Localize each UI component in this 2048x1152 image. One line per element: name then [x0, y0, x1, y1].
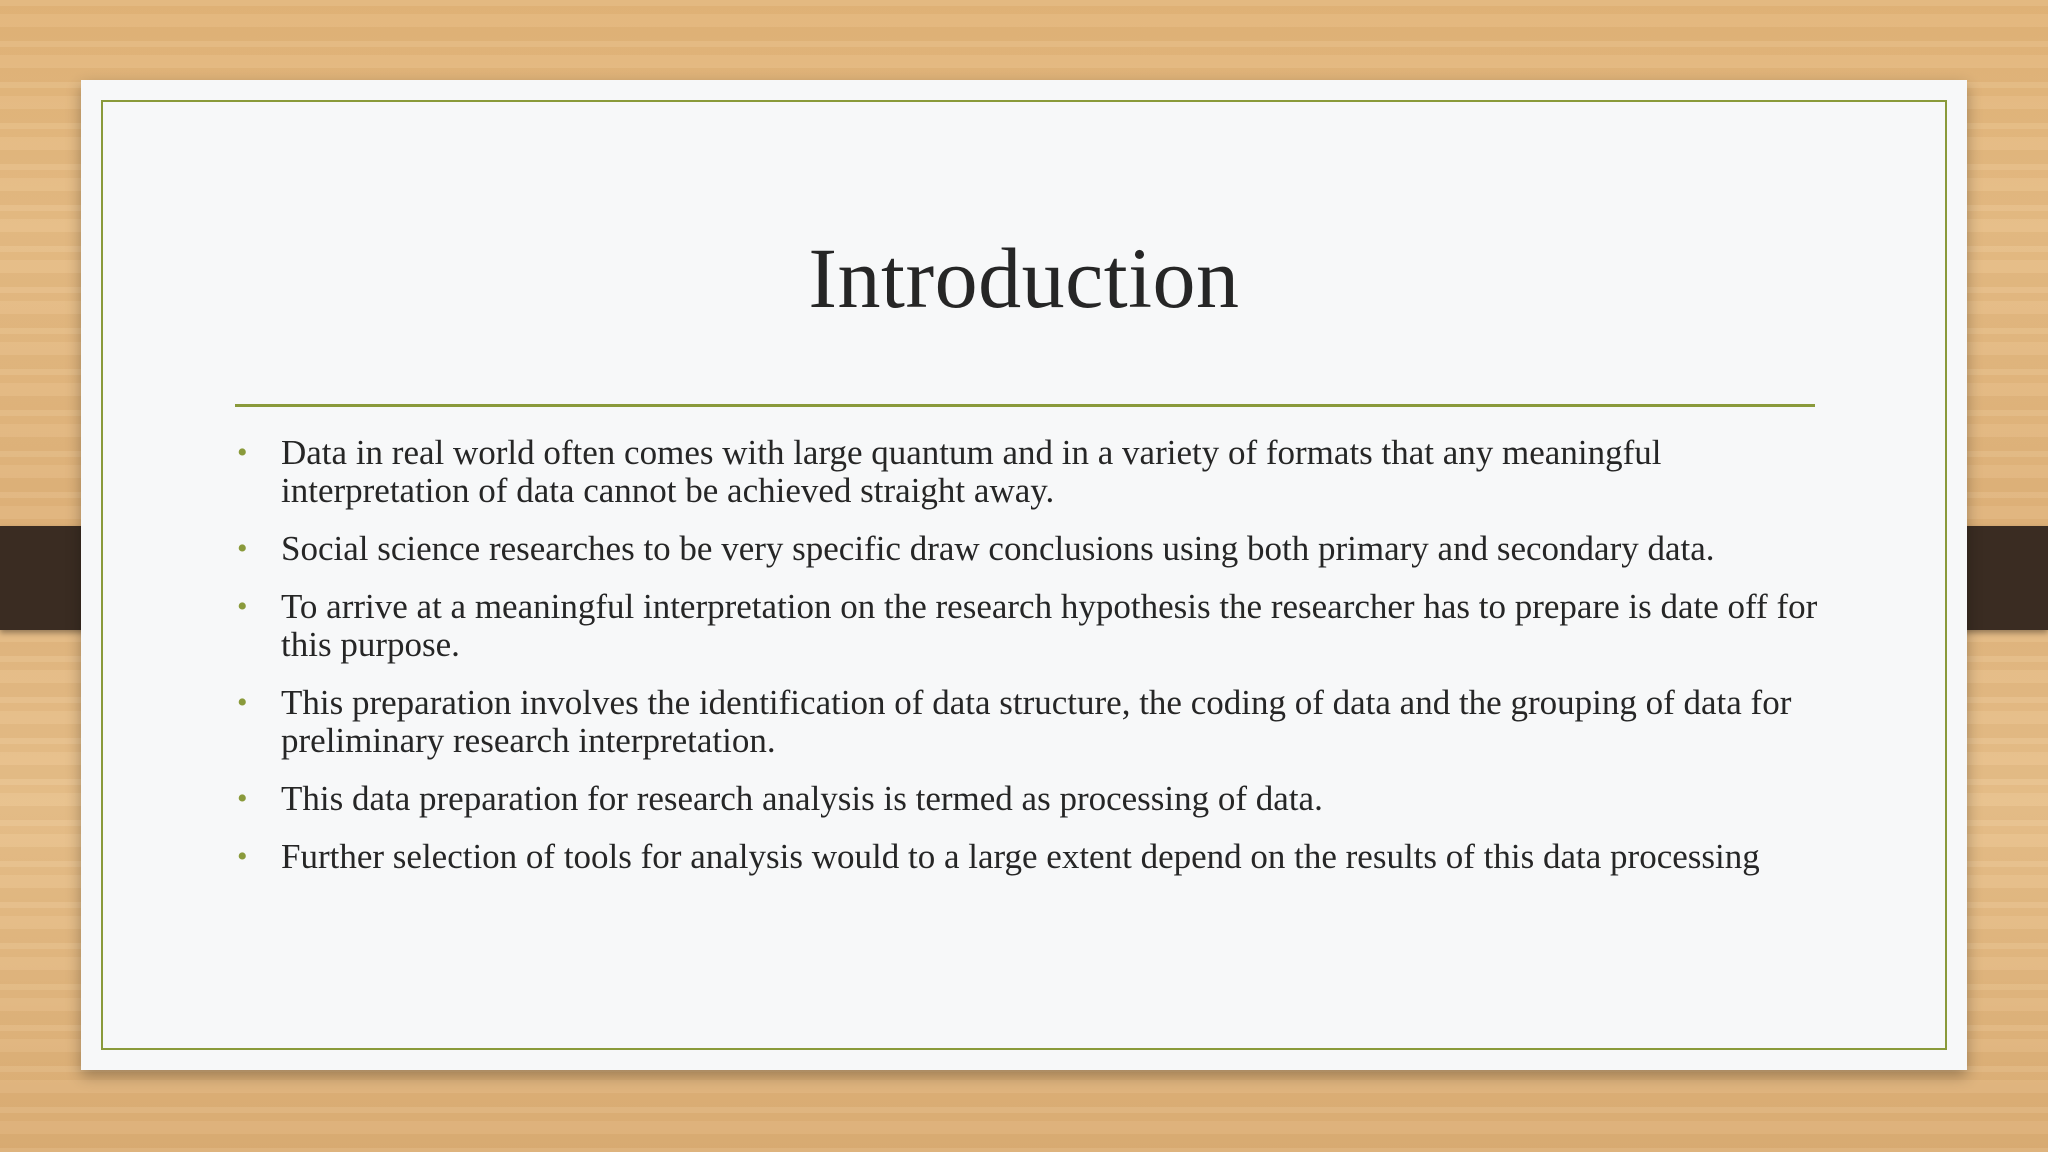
bullet-text: Data in real world often comes with large quantum and in a variety of formats that any meaningful interpretation of data cannot be achieved straight away. — [281, 433, 1662, 510]
bullet-text: This preparation involves the identification of data structure, the coding of data and the grouping of data for preliminary research interpretation. — [281, 683, 1792, 760]
bullet-item — [235, 530, 1835, 568]
bullet-item — [235, 684, 1835, 760]
bullet-icon: • — [237, 532, 248, 565]
slide — [81, 80, 1967, 1070]
title-divider — [235, 404, 1815, 407]
bullet-icon: • — [237, 686, 248, 719]
bullet-text: To arrive at a meaningful interpretation on the research hypothesis the researcher has to prepare is date off for this purpose. — [281, 587, 1818, 664]
bullet-list — [235, 434, 1835, 896]
bullet-icon: • — [237, 436, 248, 469]
slide-title: Introduction — [808, 230, 1240, 326]
bullet-text: This data preparation for research analysis is termed as processing of data. — [281, 779, 1323, 818]
bullet-item — [235, 588, 1835, 664]
bullet-icon: • — [237, 782, 248, 815]
bullet-icon: • — [237, 840, 248, 873]
bullet-text: Social science researches to be very specific draw conclusions using both primary and secondary data. — [281, 529, 1715, 568]
bullet-icon: • — [237, 590, 248, 623]
bullet-text: Further selection of tools for analysis would to a large extent depend on the results of this data processing — [281, 837, 1760, 876]
bullet-item — [235, 780, 1835, 818]
bullet-item — [235, 838, 1835, 876]
bullet-item — [235, 434, 1835, 510]
